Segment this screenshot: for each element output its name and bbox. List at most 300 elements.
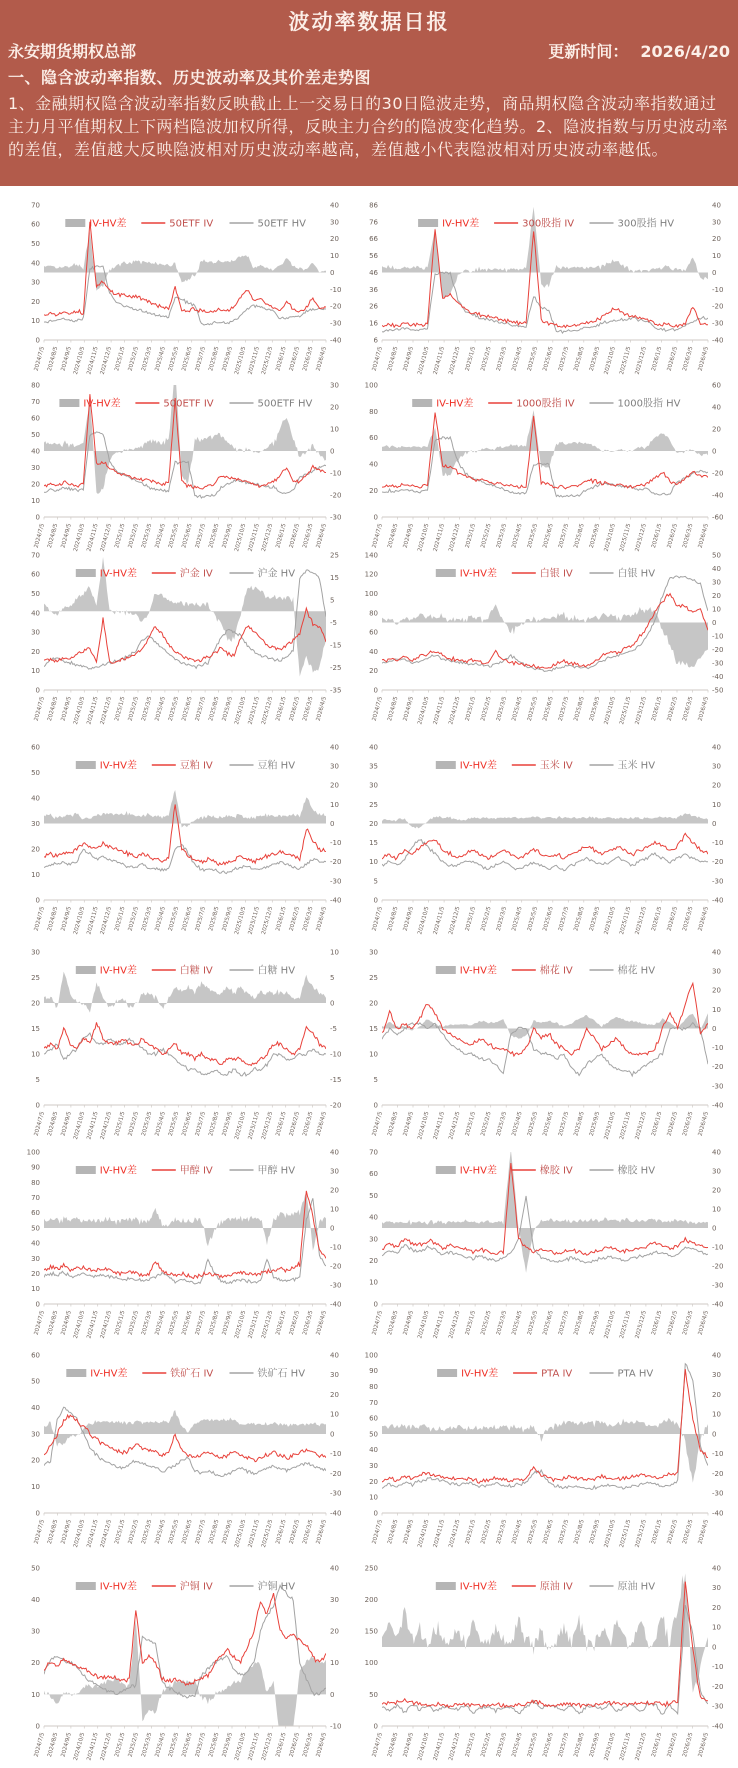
right-axis-tick: 10 — [712, 1005, 721, 1014]
right-axis-tick: 0 — [712, 1224, 717, 1233]
right-axis-tick: -40 — [330, 336, 342, 345]
x-axis-date-label: 2025/3/5 — [141, 905, 154, 932]
x-axis-date-label: 2025/3/5 — [141, 1309, 154, 1336]
x-axis-date-label: 2026/3/5 — [302, 905, 315, 932]
x-axis-date-label: 2024/8/5 — [47, 1110, 60, 1137]
x-axis-date-label: 2025/5/5 — [526, 1518, 540, 1545]
x-axis-date-label: 2026/1/5 — [275, 1731, 288, 1758]
chart-legend — [418, 217, 674, 230]
left-axis-tick: 70 — [31, 551, 40, 560]
x-axis-date-label: 2025/8/5 — [573, 695, 586, 722]
right-axis-tick: 40 — [712, 743, 721, 752]
right-axis-tick: -40 — [330, 896, 342, 905]
x-axis-date-label: 2026/1/5 — [275, 1110, 288, 1137]
legend-diff-label: IV-HV差 — [99, 1165, 137, 1177]
left-axis-tick: 26 — [369, 302, 378, 311]
diff-area — [44, 367, 326, 494]
x-axis-date-label: 2024/8/5 — [47, 1518, 60, 1545]
x-axis-date-label: 2024/9/5 — [402, 905, 415, 932]
x-axis-date-label: 2024/10/5 — [73, 1731, 87, 1762]
x-axis-date-label: 2026/4/5 — [315, 1731, 328, 1758]
left-axis-tick: 6 — [373, 336, 378, 345]
left-axis-tick: 10 — [369, 1050, 378, 1059]
x-axis-date-label: 2024/10/5 — [73, 1110, 87, 1141]
right-axis-tick: 30 — [712, 762, 721, 771]
x-axis-date-label: 2024/9/5 — [60, 1518, 73, 1545]
x-axis-date-label: 2025/1/5 — [114, 1110, 127, 1137]
legend-diff-label: IV-HV差 — [461, 1368, 499, 1380]
right-axis-tick: -10 — [330, 839, 342, 847]
x-axis-date-label: 2024/8/5 — [47, 905, 60, 932]
right-axis-tick: 50 — [712, 551, 721, 560]
x-axis-date-label: 2025/8/5 — [208, 905, 221, 932]
x-axis-date-label: 2025/1/5 — [464, 905, 478, 932]
x-axis-date-label: 2025/9/5 — [588, 1518, 602, 1545]
x-axis-date-label: 2025/1/5 — [114, 905, 127, 932]
x-axis-date-label: 2026/4/5 — [315, 1110, 328, 1137]
legend-diff-label: IV-HV差 — [459, 965, 497, 977]
x-axis-date-label: 2024/11/5 — [432, 695, 447, 726]
left-axis-tick: 50 — [369, 1430, 378, 1439]
legend-iv-label: 沪铜 IV — [179, 1581, 213, 1593]
right-axis-tick: -30 — [330, 1281, 342, 1290]
diff-area — [44, 1620, 326, 1742]
chart-甲醇 — [20, 1150, 352, 1346]
left-axis-tick: 30 — [369, 1235, 378, 1244]
right-axis-tick: -25 — [330, 663, 342, 672]
left-axis-tick: 40 — [369, 743, 378, 752]
left-axis-tick: 30 — [31, 278, 40, 287]
x-axis-date-label: 2025/1/5 — [114, 695, 127, 722]
update-time-label: 更新时间： — [548, 42, 629, 61]
legend-hv-label: 橡胶 HV — [617, 1165, 656, 1177]
left-axis-tick: 120 — [364, 570, 378, 579]
left-axis-tick: 140 — [364, 551, 378, 560]
left-axis-tick: 20 — [369, 999, 378, 1008]
x-axis-date-label: 2025/9/5 — [221, 1518, 234, 1545]
right-axis-tick: 0 — [330, 999, 335, 1008]
x-axis-date-label: 2024/9/5 — [60, 1309, 73, 1336]
x-axis-date-label: 2025/8/5 — [573, 345, 586, 372]
legend-diff-label: IV-HV差 — [99, 965, 137, 977]
left-axis-tick: 30 — [31, 948, 40, 957]
x-axis-date-label: 2025/9/5 — [588, 1309, 602, 1336]
x-axis-date-label: 2025/10/5 — [234, 905, 248, 936]
legend-iv-label: 300股指 IV — [522, 218, 575, 230]
chart-PTA — [352, 1353, 738, 1555]
diff-area-swatch — [59, 399, 79, 407]
right-axis-tick: 40 — [712, 564, 721, 573]
left-axis-tick: 10 — [31, 1285, 40, 1294]
left-axis-tick: 30 — [31, 1430, 40, 1439]
right-axis-tick: 30 — [330, 381, 339, 390]
update-time — [548, 39, 730, 62]
x-axis-date-label: 2025/11/5 — [247, 1110, 261, 1141]
chart-legend — [66, 1367, 305, 1380]
x-axis-date-label: 2025/2/5 — [127, 1309, 140, 1336]
legend-hv-label: 玉米 HV — [617, 760, 656, 772]
x-axis-date-label: 2025/2/5 — [127, 1518, 140, 1545]
x-axis-date-label: 2025/7/5 — [557, 1110, 571, 1137]
x-axis-date-label: 2024/10/5 — [417, 522, 431, 553]
right-axis-tick: 40 — [712, 403, 721, 412]
left-axis-tick: 30 — [31, 819, 40, 828]
right-axis-tick: -35 — [330, 686, 342, 695]
right-axis-tick: -50 — [712, 686, 724, 695]
diff-area-swatch — [436, 966, 456, 974]
x-axis-date-label: 2026/3/5 — [302, 1731, 315, 1758]
legend-iv-label: 豆粕 IV — [179, 760, 213, 772]
right-axis-tick: -5 — [330, 618, 337, 627]
left-axis-tick: 60 — [31, 1351, 40, 1360]
right-axis-tick: 0 — [330, 268, 335, 277]
x-axis-date-label: 2025/4/5 — [154, 522, 167, 549]
x-axis-date-label: 2025/8/5 — [573, 1731, 586, 1758]
x-axis-date-label: 2024/8/5 — [47, 1731, 60, 1758]
right-axis-tick: 40 — [712, 201, 721, 210]
x-axis-date-label: 2026/3/5 — [682, 1518, 695, 1545]
right-axis-tick: -10 — [712, 632, 724, 641]
x-axis-date-label: 2024/7/5 — [33, 1731, 46, 1758]
x-axis-date-label: 2024/10/5 — [417, 1518, 431, 1549]
right-axis-tick: -10 — [712, 285, 724, 294]
x-axis-date-label: 2025/6/5 — [542, 1518, 555, 1545]
x-axis-date-label: 2025/3/5 — [495, 522, 509, 549]
company-name: 永安期货期权总部 — [8, 42, 137, 61]
left-axis-tick: 0 — [373, 1300, 378, 1309]
right-axis-tick: 0 — [330, 819, 335, 828]
x-axis-date-label: 2025/11/5 — [619, 522, 633, 553]
x-axis-date-label: 2025/8/5 — [208, 1309, 221, 1336]
right-axis-tick: 5 — [330, 973, 335, 982]
x-axis-date-label: 2026/1/5 — [275, 522, 288, 549]
x-axis-date-label: 2025/1/5 — [464, 345, 478, 372]
legend-iv-label: 白银 IV — [539, 568, 573, 580]
x-axis-date-label: 2025/12/5 — [261, 1309, 275, 1340]
x-axis-date-label: 2025/10/5 — [603, 1110, 617, 1141]
left-axis-tick: 0 — [35, 686, 40, 695]
x-axis-date-label: 2025/10/5 — [603, 1731, 617, 1762]
x-axis-date-label: 2024/12/5 — [448, 1309, 462, 1340]
x-axis-date-label: 2025/6/5 — [542, 345, 555, 372]
right-axis-tick: -30 — [712, 319, 724, 328]
left-axis-tick: 50 — [31, 430, 40, 439]
x-axis-date-label: 2024/8/5 — [387, 1309, 400, 1336]
x-axis-date-label: 2025/7/5 — [194, 522, 208, 549]
x-axis-date-label: 2026/4/5 — [697, 905, 710, 932]
x-axis-date-label: 2026/3/5 — [302, 1110, 315, 1137]
x-axis-date-label: 2025/4/5 — [511, 1309, 524, 1336]
chart-legend — [436, 1164, 655, 1177]
hv-line — [44, 1407, 326, 1476]
x-axis-date-label: 2025/9/5 — [221, 1309, 234, 1336]
x-axis-date-label: 2025/2/5 — [480, 695, 493, 722]
x-axis-date-label: 2025/6/5 — [181, 345, 194, 372]
x-axis-date-label: 2024/7/5 — [33, 905, 46, 932]
x-axis-date-label: 2026/3/5 — [682, 905, 695, 932]
x-axis-date-label: 2025/5/5 — [526, 695, 540, 722]
right-axis-tick: -30 — [330, 1489, 342, 1498]
x-axis-date-label: 2024/11/5 — [86, 1309, 100, 1340]
x-axis-date-label: 2026/2/5 — [288, 1110, 302, 1137]
left-axis-tick: 0 — [373, 686, 378, 695]
x-axis-date-label: 2025/8/5 — [208, 345, 221, 372]
x-axis-date-label: 2026/2/5 — [288, 695, 302, 722]
left-axis-tick: 100 — [364, 1351, 378, 1360]
left-axis-tick: 20 — [369, 1257, 378, 1265]
diff-area — [44, 1193, 326, 1251]
right-axis-tick: -20 — [712, 645, 724, 654]
legend-diff-label: IV-HV差 — [99, 568, 137, 580]
left-axis-tick: 10 — [31, 667, 40, 676]
right-axis-tick: 20 — [330, 1390, 339, 1399]
diff-area-swatch — [65, 219, 85, 227]
x-axis-date-label: 2026/1/5 — [275, 905, 288, 932]
right-axis-tick: -20 — [712, 1262, 724, 1271]
x-axis-date-label: 2024/12/5 — [99, 1110, 114, 1141]
left-axis-tick: 50 — [31, 1564, 40, 1573]
right-axis-tick: 30 — [712, 967, 721, 976]
x-axis-date-label: 2025/1/5 — [464, 1309, 478, 1336]
left-axis-tick: 5 — [35, 1075, 40, 1084]
x-axis-date-label: 2026/4/5 — [697, 1731, 710, 1758]
legend-diff-label: IV-HV差 — [436, 398, 474, 410]
hv-line — [382, 1196, 708, 1263]
x-axis-date-label: 2024/10/5 — [73, 905, 87, 936]
right-axis-tick: -30 — [330, 877, 342, 886]
x-axis-date-label: 2025/9/5 — [221, 1731, 234, 1758]
x-axis-date-label: 2025/1/5 — [464, 695, 478, 722]
x-axis-date-label: 2025/2/5 — [127, 695, 140, 722]
left-axis-tick: 20 — [31, 1456, 40, 1465]
right-axis-tick: -20 — [712, 1469, 724, 1478]
legend-iv-label: 原油 IV — [539, 1581, 573, 1593]
left-axis-tick: 20 — [31, 845, 40, 854]
x-axis-date-label: 2025/12/5 — [634, 905, 648, 936]
right-axis-tick: 60 — [712, 381, 721, 390]
legend-hv-label: 原油 HV — [617, 1581, 656, 1593]
diff-area-swatch — [436, 569, 456, 577]
x-axis-date-label: 2025/6/5 — [181, 1110, 194, 1137]
x-axis-date-label: 2024/10/5 — [417, 905, 431, 936]
right-axis-tick: -10 — [712, 1044, 724, 1052]
chart-legend — [59, 397, 312, 410]
x-axis-date-label: 2024/9/5 — [60, 695, 73, 722]
legend-hv-label: 500ETF HV — [257, 398, 313, 410]
x-axis-date-label: 2024/11/5 — [86, 905, 100, 936]
x-axis-date-label: 2024/7/5 — [371, 522, 384, 549]
right-axis-tick: 0 — [330, 1690, 335, 1699]
right-axis-tick: 10 — [712, 1205, 721, 1214]
x-axis-date-label: 2025/8/5 — [573, 522, 586, 549]
right-axis-tick: 0 — [712, 618, 717, 627]
left-axis-tick: 80 — [369, 1383, 378, 1391]
x-axis-date-label: 2025/6/5 — [181, 1309, 194, 1336]
x-axis-date-label: 2025/7/5 — [557, 345, 571, 372]
x-axis-date-label: 2024/9/5 — [60, 345, 73, 372]
right-axis-tick: 0 — [330, 1430, 335, 1439]
left-axis-tick: 80 — [31, 1178, 40, 1187]
x-axis-date-label: 2025/7/5 — [194, 1731, 208, 1758]
x-axis-date-label: 2025/9/5 — [221, 905, 234, 932]
iv-line — [382, 983, 708, 1056]
x-axis-date-label: 2025/11/5 — [619, 1110, 633, 1141]
left-axis-tick: 5 — [373, 877, 378, 886]
x-axis-date-label: 2025/12/5 — [261, 345, 275, 376]
x-axis-date-label: 2025/4/5 — [154, 345, 167, 372]
right-axis-tick: 10 — [330, 1410, 339, 1419]
x-axis-date-label: 2025/9/5 — [588, 1731, 602, 1758]
x-axis-date-label: 2025/3/5 — [141, 695, 154, 722]
diff-area — [382, 813, 708, 828]
x-axis-date-label: 2024/10/5 — [417, 1309, 431, 1340]
left-axis-tick: 0 — [373, 513, 378, 522]
x-axis-date-label: 2026/3/5 — [682, 695, 695, 722]
x-axis-date-label: 2025/1/5 — [114, 1731, 127, 1758]
x-axis-date-label: 2025/4/5 — [511, 1731, 524, 1758]
x-axis-date-label: 2025/7/5 — [557, 1309, 571, 1336]
x-axis-date-label: 2025/10/5 — [234, 1309, 248, 1340]
left-axis-tick: 80 — [31, 381, 40, 390]
x-axis-date-label: 2024/8/5 — [387, 522, 400, 549]
x-axis-date-label: 2025/2/5 — [480, 1309, 493, 1336]
x-axis-date-label: 2024/8/5 — [47, 695, 60, 722]
left-axis-tick: 90 — [369, 1367, 378, 1376]
left-axis-tick: 50 — [31, 590, 40, 598]
right-axis-tick: 20 — [712, 1603, 721, 1612]
right-axis-tick: -30 — [330, 319, 342, 328]
iv-line — [44, 1593, 326, 1685]
right-axis-tick: -20 — [330, 302, 342, 311]
x-axis-date-label: 2025/8/5 — [208, 1731, 221, 1758]
chart-legend — [76, 964, 295, 977]
x-axis-date-label: 2025/12/5 — [261, 1518, 275, 1549]
x-axis-date-label: 2024/9/5 — [402, 1731, 415, 1758]
left-axis-tick: 100 — [26, 1148, 40, 1157]
right-axis-tick: -20 — [330, 1262, 342, 1271]
right-axis-tick: -30 — [712, 1702, 724, 1711]
iv-line — [44, 1022, 326, 1065]
left-axis-tick: 10 — [369, 1278, 378, 1287]
x-axis-date-label: 2025/11/5 — [619, 1731, 633, 1762]
x-axis-date-label: 2025/8/5 — [573, 1309, 586, 1336]
left-axis-tick: 10 — [31, 317, 40, 326]
diff-area-swatch — [76, 569, 96, 577]
x-axis-date-label: 2025/10/5 — [603, 345, 617, 376]
left-axis-tick: 60 — [31, 414, 40, 423]
x-axis-date-label: 2024/9/5 — [402, 1518, 415, 1545]
x-axis-date-label: 2025/3/5 — [141, 345, 154, 372]
x-axis-date-label: 2025/4/5 — [154, 1518, 167, 1545]
right-axis-tick: 30 — [712, 1371, 721, 1380]
x-axis-date-label: 2026/4/5 — [315, 1309, 328, 1336]
chart-原油 — [352, 1566, 738, 1768]
right-axis-tick: -10 — [712, 1243, 724, 1252]
x-axis-date-label: 2024/12/5 — [99, 1518, 114, 1549]
x-axis-date-label: 2024/8/5 — [47, 522, 60, 549]
update-time-date: 2026/4/20 — [640, 42, 730, 61]
left-axis-tick: 40 — [369, 1446, 378, 1455]
diff-area-swatch — [66, 1369, 86, 1377]
right-axis-tick: 10 — [712, 252, 721, 260]
x-axis-date-label: 2025/12/5 — [634, 1309, 648, 1340]
right-axis-tick: 20 — [330, 1186, 339, 1195]
legend-diff-label: IV-HV差 — [459, 760, 497, 772]
x-axis-date-label: 2026/2/5 — [666, 905, 679, 932]
right-axis-tick: 20 — [712, 425, 721, 434]
x-axis-date-label: 2025/3/5 — [495, 905, 509, 932]
x-axis-date-label: 2025/8/5 — [573, 1518, 586, 1545]
x-axis-date-label: 2025/10/5 — [234, 522, 248, 553]
left-axis-tick: 40 — [369, 1213, 378, 1222]
left-axis-tick: 70 — [369, 1398, 378, 1407]
right-axis-tick: 40 — [330, 1564, 339, 1573]
diff-area — [382, 604, 708, 667]
left-axis-tick: 0 — [373, 1509, 378, 1518]
x-axis-date-label: 2025/6/5 — [542, 695, 555, 722]
x-axis-date-label: 2026/3/5 — [302, 1518, 315, 1545]
right-axis-tick: 20 — [330, 1627, 339, 1636]
x-axis-date-label: 2024/9/5 — [60, 522, 73, 549]
x-axis-date-label: 2025/5/5 — [167, 522, 181, 549]
hv-line — [44, 845, 326, 874]
legend-diff-label: IV-HV差 — [459, 568, 497, 580]
left-axis-tick: 40 — [31, 609, 40, 618]
legend-iv-label: 50ETF IV — [169, 218, 214, 230]
x-axis-date-label: 2026/1/5 — [651, 1309, 664, 1336]
x-axis-date-label: 2025/12/5 — [261, 905, 275, 936]
x-axis-date-label: 2025/6/5 — [181, 1518, 194, 1545]
x-axis-date-label: 2025/5/5 — [167, 1731, 181, 1758]
x-axis-date-label: 2024/12/5 — [99, 905, 114, 936]
left-axis-tick: 15 — [369, 839, 378, 847]
left-axis-tick: 36 — [369, 285, 378, 294]
x-axis-date-label: 2025/3/5 — [495, 1518, 509, 1545]
chart-legend — [436, 567, 655, 580]
x-axis-date-label: 2025/6/5 — [542, 1731, 555, 1758]
x-axis-date-label: 2025/3/5 — [495, 345, 509, 372]
legend-hv-label: 1000股指 HV — [617, 398, 681, 410]
x-axis-date-label: 2025/9/5 — [588, 522, 602, 549]
diff-area-swatch — [76, 761, 96, 769]
x-axis-date-label: 2024/12/5 — [448, 345, 462, 376]
chart-legend — [436, 964, 655, 977]
x-axis-date-label: 2024/10/5 — [73, 1309, 87, 1340]
x-axis-date-label: 2024/7/5 — [33, 695, 46, 722]
right-axis-tick: 0 — [712, 268, 717, 277]
legend-hv-label: PTA HV — [617, 1368, 654, 1380]
x-axis-date-label: 2025/6/5 — [542, 1110, 555, 1137]
right-axis-tick: -30 — [330, 513, 342, 522]
right-axis-tick: 10 — [330, 800, 339, 809]
diff-area — [44, 790, 326, 828]
x-axis-date-label: 2025/9/5 — [221, 695, 234, 722]
x-axis-date-label: 2025/7/5 — [194, 1110, 208, 1137]
left-axis-tick: 16 — [369, 319, 378, 328]
x-axis-date-label: 2024/9/5 — [402, 695, 415, 722]
x-axis-date-label: 2024/9/5 — [402, 522, 415, 549]
left-axis-tick: 15 — [31, 1024, 40, 1033]
x-axis-date-label: 2026/2/5 — [666, 522, 679, 549]
x-axis-date-label: 2024/8/5 — [387, 1110, 400, 1137]
right-axis-tick: -20 — [712, 1063, 724, 1072]
x-axis-date-label: 2025/10/5 — [603, 1518, 617, 1549]
legend-diff-label: IV-HV差 — [89, 218, 127, 230]
x-axis-date-label: 2025/10/5 — [603, 1309, 617, 1340]
right-axis-tick: -60 — [712, 513, 724, 522]
right-axis-tick: 0 — [712, 1643, 717, 1652]
x-axis-date-label: 2026/1/5 — [651, 522, 664, 549]
